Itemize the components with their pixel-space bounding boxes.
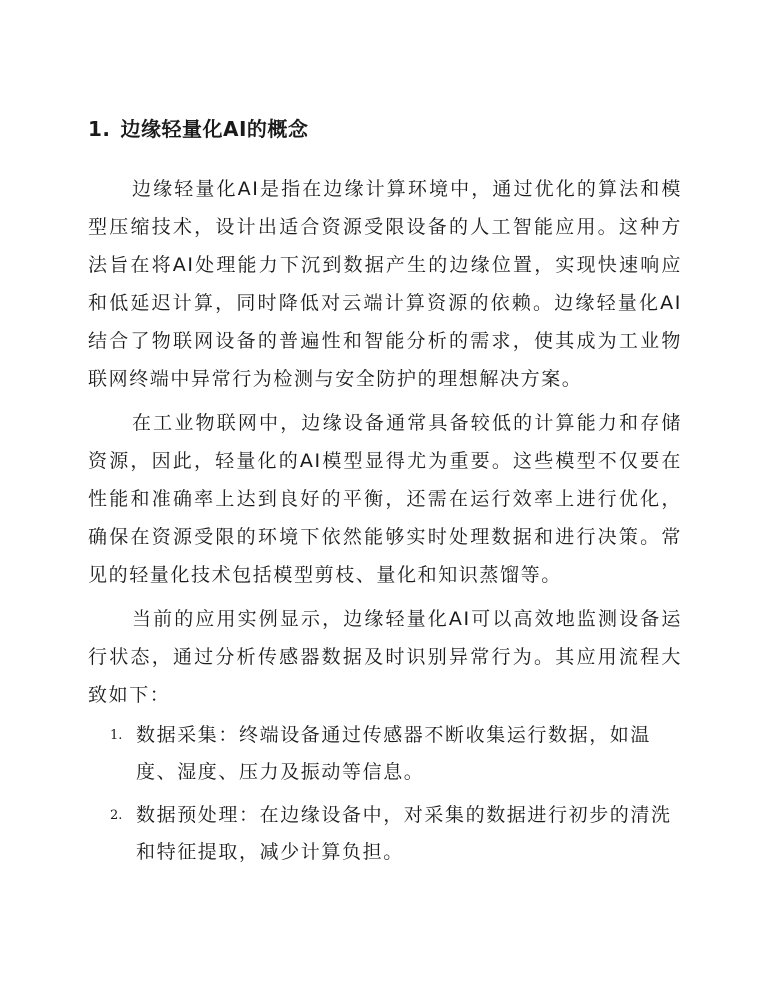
list-item-number: 2. [110,808,123,823]
list-item-text: 数据预处理：在边缘设备中，对采集的数据进行初步的清洗和特征提取，减少计算负担。 [136,804,672,863]
section-number: 1. [88,117,111,141]
section-title: 边缘轻量化AI的概念 [120,117,309,141]
paragraph-application: 当前的应用实例显示，边缘轻量化AI可以高效地监测设备运行状态，通过分析传感器数据及时识别异常行为。其应用流程大致如下： [88,608,682,706]
list-item [88,717,688,791]
list-item-text: 数据采集：终端设备通过传感器不断收集运行数据，如温度、湿度、压力及振动等信息。 [136,724,652,783]
paragraph-iiot-edge: 在工业物联网中，边缘设备通常具备较低的计算能力和存储资源，因此，轻量化的AI模型显得尤为重要。这些模型不仅要在性能和准确率上达到良好的平衡，还需在运行效率上进行优化，确保在资源受限的环境下依然能够实时处理数据和进行决策。常见的轻量化技术包括模型剪枝、量化和知识蒸馏等。 [88,412,682,586]
numbered-list-item-1 [88,717,688,791]
paragraph-definition: 边缘轻量化AI是指在边缘计算环境中，通过优化的算法和模型压缩技术，设计出适合资源受限设备的人工智能应用。这种方法旨在将AI处理能力下沉到数据产生的边缘位置，实现快速响应和低延迟计算，同时降低对云端计算资源的依赖。边缘轻量化AI结合了物联网设备的普遍性和智能分析的需求，使其成为工业物联网终端中异常行为检测与安全防护的理想解决方案。 [88,178,682,390]
list-item [88,797,688,871]
list-item-number: 1. [110,728,123,743]
section-heading [88,112,308,146]
numbered-list-item-2 [88,797,688,871]
